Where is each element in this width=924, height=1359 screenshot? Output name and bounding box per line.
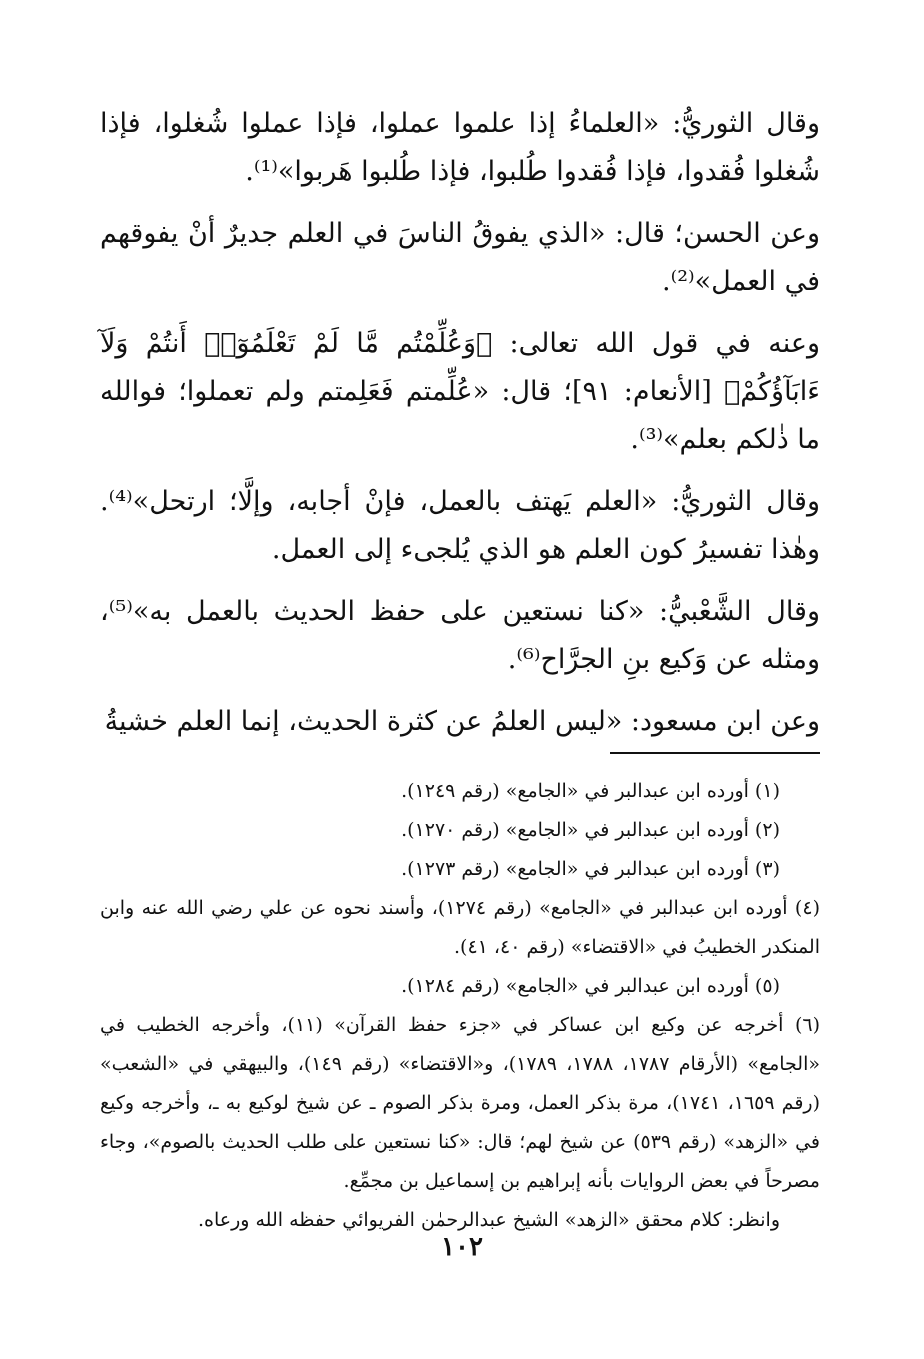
footnote-see-also: وانظر: كلام محقق «الزهد» الشيخ عبدالرحمٰن الفريوائي حفظه الله ورعاه. [197, 1209, 780, 1231]
page-number: ١٠٢ [441, 1232, 483, 1262]
book-page [100, 100, 820, 1240]
paragraph-quran-verse: وعنه في قول الله تعالى: ﴿وَعُلِّمْتُم مَّا لَمْ تَعْلَمُوٓا۟ أَنتُمْ وَلَآ ءَابَآؤُكُمْ﴾ [الأنعام: ٩١]؛ قال: «عُلِّمتم فَعَلِمتم ولم تعملوا؛ فوالله ما ذٰلكم بعلم»⁽³⁾. [100, 328, 821, 455]
footnote-2: (٢) أورده ابن عبدالبر في «الجامع» (رقم ١٢٧٠). [401, 819, 780, 841]
paragraph-shabi: وقال الشَّعْبيُّ: «كنا نستعين على حفظ الحديث بالعمل به»⁽⁵⁾، ومثله عن وَكيع بنِ الجرَّاح⁽⁶⁾. [100, 596, 820, 675]
paragraph-thawri-1: وقال الثوريُّ: «العلماءُ إذا علموا عملوا، فإذا عملوا شُغلوا، فإذا شُغلوا فُقدوا، فإذا فُقدوا طُلبوا، فإذا طُلبوا هَربوا»⁽¹⁾. [100, 108, 820, 187]
paragraph-hasan: وعن الحسن؛ قال: «الذي يفوقُ الناسَ في العلم جديرٌ أنْ يفوقهم في العمل»⁽²⁾. [100, 218, 820, 297]
footnote-5: (٥) أورده ابن عبدالبر في «الجامع» (رقم ١٢٨٤). [401, 975, 780, 997]
footnote-6: (٦) أخرجه عن وكيع ابن عساكر في «جزء حفظ القرآن» (١١)، وأخرجه الخطيب في «الجامع» (الأرقام ١٧٨٧، ١٧٨٨، ١٧٨٩)، و«الاقتضاء» (رقم ١٤٩)، والبيهقي في «الشعب» (رقم ١٦٥٩، ١٧٤١)، مرة بذكر العمل، ومرة بذكر الصوم ـ عن شيخ لوكيع به ـ، وأخرجه وكيع في «الزهد» (رقم ٥٣٩) عن شيخ لهم؛ قال: «كنا نستعين على طلب الحديث بالصوم»، وجاء مصرحاً في بعض الروايات بأنه إبراهيم بن إسماعيل بن مجمِّع. [100, 1014, 821, 1192]
footnote-3: (٣) أورده ابن عبدالبر في «الجامع» (رقم ١٢٧٣). [401, 858, 780, 880]
paragraph-thawri-2: وقال الثوريُّ: «العلم يَهتف بالعمل، فإنْ أجابه، وإلَّا؛ ارتحل»⁽⁴⁾. وهٰذا تفسيرُ كون العلم هو الذي يُلجىء إلى العمل. [100, 486, 820, 565]
footnote-4: (٤) أورده ابن عبدالبر في «الجامع» (رقم ١٢٧٤)، وأسند نحوه عن علي رضي الله عنه وابن المنكدر الخطيبُ في «الاقتضاء» (رقم ٤٠، ٤١). [100, 897, 820, 958]
footnote-separator [610, 752, 820, 754]
footnotes [100, 772, 820, 1240]
footnote-1: (١) أورده ابن عبدالبر في «الجامع» (رقم ١٢٤٩). [401, 780, 780, 802]
main-text [100, 100, 820, 746]
paragraph-ibn-masud: وعن ابن مسعود: «ليس العلمُ عن كثرة الحديث، إنما العلم خشيةُ [104, 706, 820, 737]
